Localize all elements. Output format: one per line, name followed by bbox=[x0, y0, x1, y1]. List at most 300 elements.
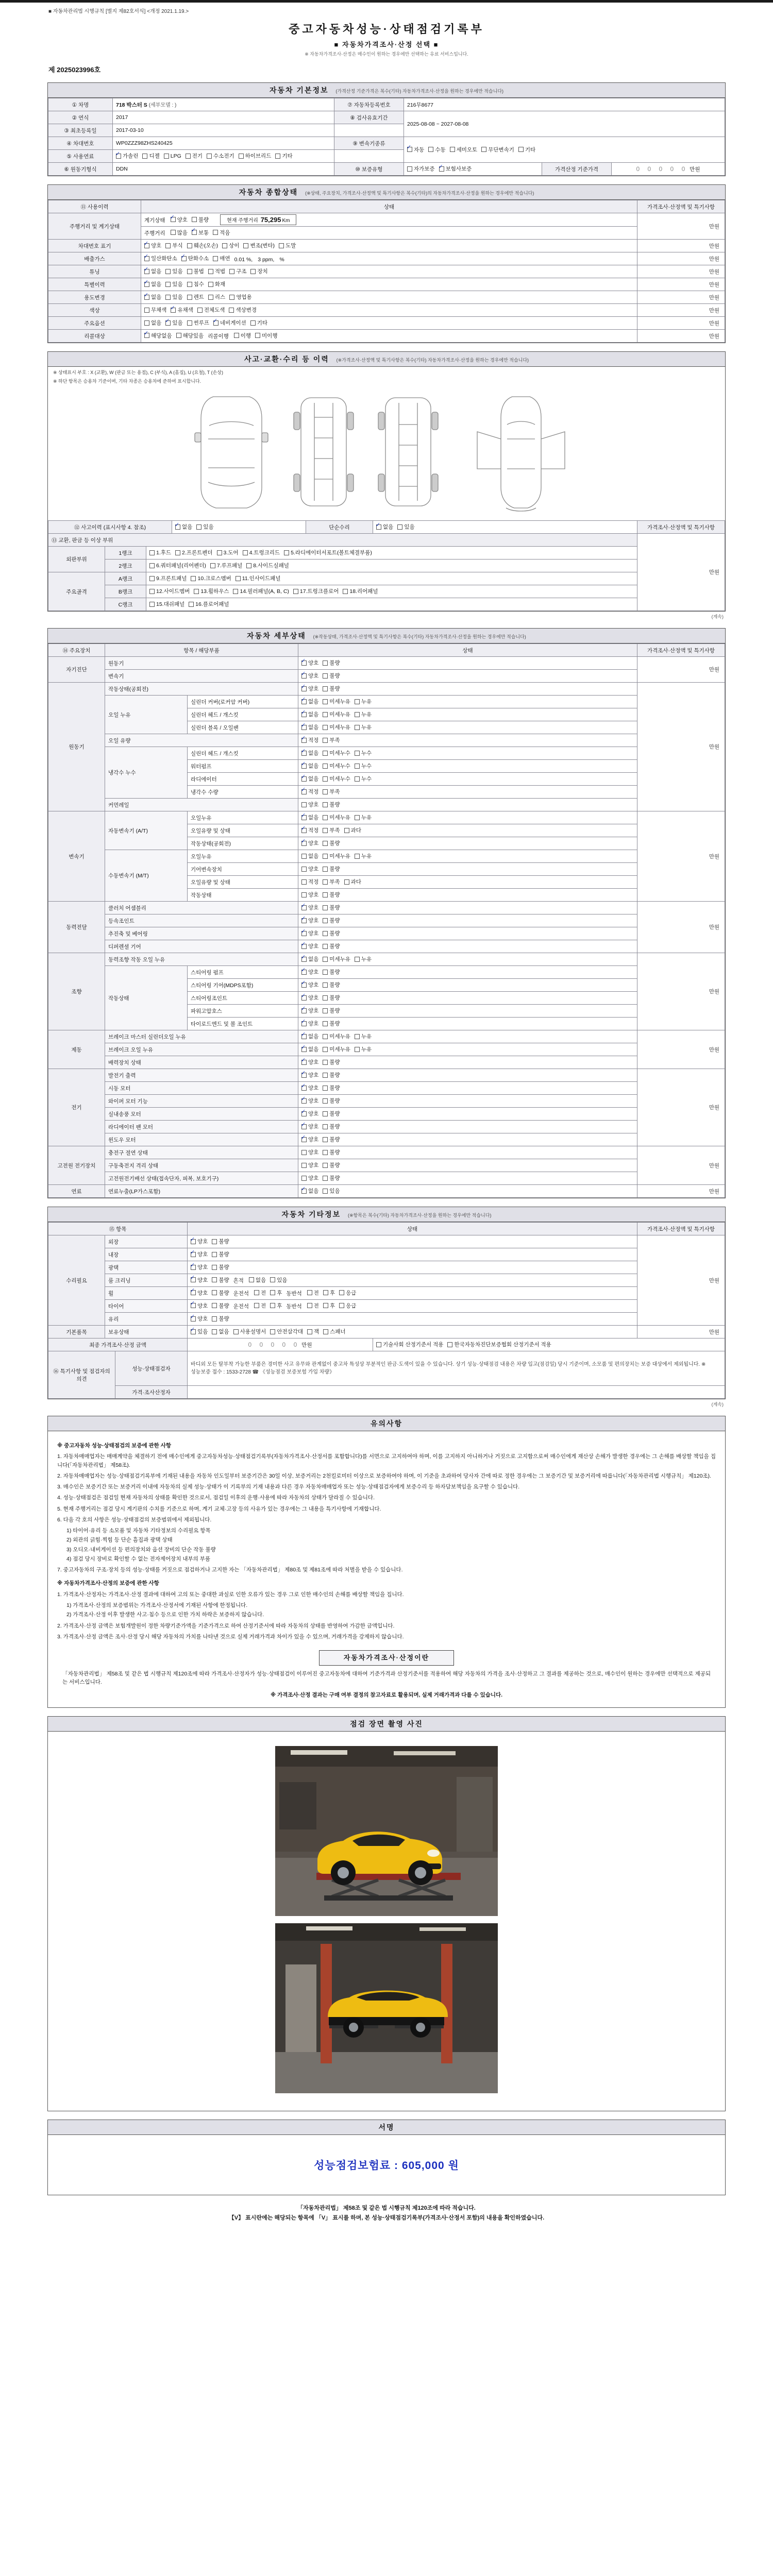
checkbox-option[interactable] bbox=[250, 319, 267, 327]
checkbox-option[interactable] bbox=[191, 1315, 208, 1323]
checkbox-option[interactable] bbox=[165, 242, 182, 249]
checkbox-label: 누유 bbox=[361, 853, 372, 860]
checkbox-option[interactable] bbox=[301, 955, 318, 963]
checkbox-option[interactable] bbox=[144, 319, 161, 327]
checkbox-option[interactable] bbox=[323, 1058, 340, 1066]
checkbox-option[interactable] bbox=[323, 852, 350, 860]
checkbox-option[interactable] bbox=[191, 1276, 208, 1284]
checkbox-icon bbox=[376, 1342, 381, 1347]
checkbox-option[interactable] bbox=[187, 293, 204, 301]
checkbox-option[interactable] bbox=[301, 1032, 318, 1040]
checkbox-icon bbox=[187, 295, 192, 300]
notice-paragraph: 1) 타이어·유리 등 소모품 및 자동차 기타정보의 수리필요 항목 bbox=[66, 1528, 211, 1534]
checkbox-option[interactable] bbox=[164, 153, 181, 159]
checkbox-option[interactable] bbox=[144, 293, 161, 301]
checkbox-option[interactable] bbox=[301, 904, 318, 911]
checkbox-option[interactable] bbox=[270, 1328, 303, 1335]
checkbox-option[interactable] bbox=[301, 749, 318, 757]
checkbox-label: 불량 bbox=[329, 943, 340, 950]
checkbox-option[interactable] bbox=[194, 587, 229, 595]
field-value-inspection: 2025-08-08 ~ 2027-08-08 bbox=[404, 111, 725, 137]
checkbox-option[interactable] bbox=[192, 229, 209, 236]
checkbox-icon bbox=[301, 751, 307, 756]
checkbox-label: 없음 bbox=[308, 699, 319, 705]
checkbox-option[interactable] bbox=[213, 229, 230, 236]
checkbox-option[interactable] bbox=[355, 852, 372, 860]
checkbox-option[interactable] bbox=[149, 587, 190, 595]
checkbox-option[interactable] bbox=[186, 152, 203, 160]
section-overall-title: 자동차 종합상태 bbox=[239, 188, 298, 196]
checkbox-label: 전 bbox=[261, 1290, 266, 1296]
checkbox-option[interactable] bbox=[301, 891, 318, 899]
checkbox-option[interactable] bbox=[323, 929, 340, 937]
field-label-car-name: ① 차명 bbox=[48, 98, 113, 111]
checkbox-option[interactable] bbox=[165, 280, 182, 288]
checkbox-option[interactable] bbox=[165, 293, 182, 301]
checkbox-option[interactable] bbox=[323, 955, 350, 963]
checkbox-option[interactable] bbox=[428, 146, 445, 154]
checkbox-option[interactable] bbox=[246, 562, 289, 569]
checkbox-option[interactable] bbox=[481, 146, 514, 154]
checkbox-label: 13.휠하우스 bbox=[200, 588, 229, 595]
checkbox-option[interactable] bbox=[301, 839, 318, 847]
checkbox-option[interactable] bbox=[323, 698, 350, 705]
checkbox-option[interactable] bbox=[323, 1148, 340, 1156]
checkbox-option[interactable] bbox=[189, 600, 229, 608]
checkbox-icon bbox=[301, 660, 307, 666]
checkbox-option[interactable] bbox=[323, 942, 340, 950]
checkbox-option[interactable] bbox=[270, 1276, 287, 1284]
checkbox-option[interactable] bbox=[279, 242, 296, 249]
checkbox-icon bbox=[323, 1021, 328, 1026]
checkbox-label: 전 bbox=[261, 1302, 266, 1309]
checkbox-option[interactable] bbox=[212, 1276, 229, 1284]
checkbox-option[interactable] bbox=[323, 723, 350, 731]
checkbox-option[interactable] bbox=[187, 319, 209, 327]
checkbox-option[interactable] bbox=[355, 762, 372, 770]
checkbox-option[interactable] bbox=[376, 1341, 443, 1348]
item-label: 등속조인트 bbox=[105, 914, 298, 927]
checkbox-option[interactable] bbox=[301, 1110, 318, 1117]
checkbox-option[interactable] bbox=[229, 267, 246, 275]
checkbox-option[interactable] bbox=[344, 878, 361, 886]
checkbox-option[interactable] bbox=[301, 1161, 318, 1169]
checkbox-option[interactable] bbox=[275, 152, 292, 160]
checkbox-label: 있음 bbox=[203, 524, 214, 531]
remarks-appraiser-label: 가격·조사산정자 bbox=[115, 1386, 188, 1399]
checkbox-option[interactable] bbox=[301, 801, 318, 808]
option-group bbox=[301, 803, 344, 809]
checkbox-option[interactable] bbox=[293, 587, 339, 595]
checkbox-option[interactable] bbox=[323, 1123, 340, 1130]
checkbox-option[interactable] bbox=[191, 1238, 208, 1245]
checkbox-option[interactable] bbox=[301, 710, 318, 718]
checkbox-option[interactable] bbox=[301, 672, 318, 680]
notice-paragraph: 2. 가격조사·산정 금액은 보험개발원이 정한 차량기준가액을 기준가격으로 하여 산정기준서에 따라 자동차의 상태를 반영하여 가감한 금액입니다. bbox=[57, 1622, 395, 1629]
checkbox-icon bbox=[355, 1034, 360, 1039]
checkbox-option[interactable] bbox=[301, 659, 318, 667]
checkbox-option[interactable] bbox=[323, 826, 340, 834]
checkbox-option[interactable] bbox=[208, 267, 225, 275]
checkbox-option[interactable] bbox=[301, 685, 318, 692]
checkbox-option[interactable] bbox=[301, 775, 318, 783]
checkbox-option[interactable] bbox=[229, 306, 257, 314]
checkbox-option[interactable] bbox=[323, 685, 340, 692]
checkbox-icon bbox=[212, 1290, 217, 1295]
checkbox-option[interactable] bbox=[239, 152, 272, 160]
checkbox-option[interactable] bbox=[323, 736, 340, 744]
checkbox-option[interactable] bbox=[323, 1110, 340, 1117]
checkbox-icon bbox=[323, 738, 328, 743]
checkbox-icon bbox=[323, 1189, 328, 1194]
checkbox-option[interactable] bbox=[323, 1187, 340, 1195]
checkbox-option[interactable] bbox=[355, 814, 372, 821]
checkbox-option[interactable] bbox=[212, 1315, 229, 1323]
checkbox-option[interactable] bbox=[191, 574, 231, 582]
checkbox-option[interactable] bbox=[212, 1328, 229, 1335]
checkbox-option[interactable] bbox=[144, 242, 161, 249]
state-cell bbox=[298, 1082, 637, 1095]
checkbox-option[interactable] bbox=[323, 659, 340, 667]
checkbox-icon bbox=[233, 589, 238, 594]
field-label-reg-no: ⑦ 자동차등록번호 bbox=[334, 98, 404, 111]
checkbox-option[interactable] bbox=[212, 1250, 229, 1258]
option-group bbox=[144, 333, 208, 340]
checkbox-option[interactable] bbox=[144, 280, 161, 288]
checkbox-option[interactable] bbox=[323, 710, 350, 718]
checkbox-option[interactable] bbox=[213, 319, 246, 327]
etc-group-label: 수리필요 bbox=[48, 1235, 105, 1326]
checkbox-option[interactable] bbox=[197, 306, 225, 314]
checkbox-option[interactable] bbox=[323, 1174, 340, 1182]
field-value-year: 2017 bbox=[113, 111, 334, 124]
checkbox-option[interactable] bbox=[447, 1341, 551, 1348]
checkbox-option[interactable] bbox=[301, 814, 318, 821]
state-cell bbox=[298, 966, 637, 979]
checkbox-option[interactable] bbox=[191, 1263, 208, 1271]
checkbox-label: 한국자동차진단보증협회 산정기준서 적용 bbox=[454, 1342, 551, 1348]
checkbox-option[interactable] bbox=[301, 1058, 318, 1066]
checkbox-option[interactable] bbox=[301, 968, 318, 976]
checkbox-option[interactable] bbox=[301, 865, 318, 873]
checkbox-icon bbox=[344, 828, 349, 833]
notice-paragraph: 1. 자동차매매업자는 매매계약을 체결하기 전에 매수인에게 중고자동차성능·상태점검기록부(자동차가격조사·산정서를 포함합니다)를 서면으로 고지하여야 하며, 이를 고지하지 아니하거나 거짓으로 고지함으로써 매수인에게 재산상 손해가 발생한 경우에는 그 손해를 배상할 책임을 집니다(「자동차관리법」 제58조). bbox=[57, 1453, 716, 1468]
checkbox-label: 양호 bbox=[308, 1021, 319, 1027]
checkbox-option[interactable] bbox=[249, 1276, 266, 1284]
checkbox-option[interactable] bbox=[355, 955, 372, 963]
checkbox-option[interactable] bbox=[284, 549, 372, 556]
checkbox-icon bbox=[142, 154, 147, 159]
checkbox-option[interactable] bbox=[323, 1097, 340, 1105]
checkbox-option[interactable] bbox=[191, 1289, 208, 1297]
checkbox-option[interactable] bbox=[301, 826, 318, 834]
checkbox-label: 네비게이션 bbox=[220, 320, 246, 327]
checkbox-option[interactable] bbox=[192, 216, 209, 224]
checkbox-option[interactable] bbox=[149, 574, 187, 582]
checkbox-option[interactable] bbox=[323, 968, 340, 976]
checkbox-option[interactable] bbox=[344, 826, 361, 834]
checkbox-option[interactable] bbox=[355, 749, 372, 757]
checkbox-option[interactable] bbox=[450, 146, 478, 154]
checkbox-option[interactable] bbox=[407, 146, 424, 154]
checkbox-icon bbox=[323, 1163, 328, 1168]
checkbox-option[interactable] bbox=[355, 723, 372, 731]
checkbox-option[interactable] bbox=[323, 891, 340, 899]
checkbox-option[interactable] bbox=[301, 1148, 318, 1156]
checkbox-option[interactable] bbox=[175, 549, 212, 556]
checkbox-label: 있음 bbox=[172, 294, 183, 301]
checkbox-label: 부족 bbox=[329, 827, 340, 834]
checkbox-option[interactable] bbox=[171, 216, 188, 224]
option-group bbox=[301, 816, 376, 822]
checkbox-option[interactable] bbox=[144, 306, 166, 314]
checkbox-option[interactable] bbox=[301, 698, 318, 705]
checkbox-option[interactable] bbox=[376, 523, 393, 531]
checkbox-option[interactable] bbox=[301, 1136, 318, 1143]
checkbox-icon bbox=[301, 1137, 307, 1142]
checkbox-option[interactable] bbox=[323, 1302, 335, 1310]
checkbox-option[interactable] bbox=[301, 1174, 318, 1182]
option-group bbox=[191, 1265, 233, 1272]
checkbox-option[interactable] bbox=[165, 267, 182, 275]
item-label: 작동상태 bbox=[105, 966, 188, 1030]
checkbox-option[interactable] bbox=[217, 549, 239, 556]
checkbox-option[interactable] bbox=[212, 1263, 229, 1271]
checkbox-label: 10.크로스멤버 bbox=[197, 575, 231, 582]
checkbox-option[interactable] bbox=[229, 293, 251, 301]
checkbox-option[interactable] bbox=[323, 749, 350, 757]
checkbox-option[interactable] bbox=[301, 1071, 318, 1079]
notice-paragraph: 4. 성능·상태점검은 점검일 현재 자동차의 상태를 확인한 것으로서, 점검일 이후의 운행·사용에 따라 자동차의 상태가 달라질 수 있습니다. bbox=[57, 1495, 375, 1501]
checkbox-option[interactable] bbox=[243, 242, 275, 249]
checkbox-option[interactable] bbox=[439, 165, 472, 173]
checkbox-option[interactable] bbox=[323, 1045, 350, 1053]
option-group bbox=[307, 1303, 339, 1310]
checkbox-option[interactable] bbox=[323, 788, 340, 795]
checkbox-option[interactable] bbox=[323, 994, 340, 1002]
checkbox-icon bbox=[301, 970, 307, 975]
part-label: 작동상태 bbox=[188, 889, 298, 902]
checkbox-option[interactable] bbox=[323, 1136, 340, 1143]
state-cell bbox=[298, 811, 637, 824]
signature-body bbox=[48, 2135, 725, 2195]
checkbox-option[interactable] bbox=[175, 523, 192, 531]
checkbox-option[interactable] bbox=[355, 1045, 372, 1053]
checkbox-option[interactable] bbox=[270, 1302, 282, 1310]
checkbox-option[interactable] bbox=[254, 1289, 266, 1297]
option-group bbox=[191, 1278, 233, 1284]
checkbox-option[interactable] bbox=[171, 229, 188, 236]
checkbox-option[interactable] bbox=[323, 1084, 340, 1092]
checkbox-option[interactable] bbox=[191, 1302, 208, 1310]
item-label: 브레이크 마스터 실린더오일 누유 bbox=[105, 1030, 298, 1043]
checkbox-icon bbox=[175, 524, 180, 530]
checkbox-option[interactable] bbox=[176, 332, 204, 340]
checkbox-icon bbox=[229, 295, 234, 300]
checkbox-option[interactable] bbox=[355, 1032, 372, 1040]
checkbox-label: 수소전기 bbox=[213, 153, 234, 160]
checkbox-option[interactable] bbox=[144, 255, 177, 262]
state-cell bbox=[298, 1185, 637, 1198]
checkbox-option[interactable] bbox=[407, 165, 435, 173]
checkbox-option[interactable] bbox=[191, 1328, 208, 1335]
checkbox-option[interactable] bbox=[213, 255, 230, 262]
checkbox-option[interactable] bbox=[301, 1045, 318, 1053]
checkbox-option[interactable] bbox=[518, 146, 535, 154]
checkbox-option[interactable] bbox=[323, 672, 340, 680]
checkbox-option[interactable] bbox=[301, 1097, 318, 1105]
checkbox-option[interactable] bbox=[301, 942, 318, 950]
checkbox-option[interactable] bbox=[210, 562, 242, 569]
checkbox-option[interactable] bbox=[301, 1084, 318, 1092]
checkbox-option[interactable] bbox=[355, 775, 372, 783]
checkbox-option[interactable] bbox=[323, 1071, 340, 1079]
checkbox-option[interactable] bbox=[187, 242, 219, 249]
checkbox-option[interactable] bbox=[307, 1289, 319, 1297]
option-group bbox=[144, 282, 187, 289]
checkbox-option[interactable] bbox=[301, 917, 318, 924]
checkbox-option[interactable] bbox=[343, 587, 378, 595]
checkbox-option[interactable] bbox=[301, 723, 318, 731]
checkbox-option[interactable] bbox=[149, 562, 206, 569]
checkbox-option[interactable] bbox=[323, 814, 350, 821]
checkbox-option[interactable] bbox=[323, 865, 340, 873]
checkbox-option[interactable] bbox=[323, 981, 340, 989]
checkbox-option[interactable] bbox=[323, 775, 350, 783]
checkbox-icon bbox=[323, 712, 328, 717]
checkbox-icon bbox=[407, 166, 412, 172]
usage-row-state bbox=[141, 317, 637, 330]
checkbox-option[interactable] bbox=[307, 1302, 319, 1310]
option-group bbox=[149, 551, 376, 557]
checkbox-option[interactable] bbox=[323, 878, 340, 886]
checkbox-option[interactable] bbox=[243, 549, 280, 556]
checkbox-label: 하이브리드 bbox=[245, 153, 272, 160]
state-cell bbox=[298, 734, 637, 747]
checkbox-option[interactable] bbox=[255, 332, 277, 340]
checkbox-option[interactable] bbox=[323, 762, 350, 770]
checkbox-option[interactable] bbox=[250, 267, 267, 275]
price-cell: 만원 bbox=[637, 811, 725, 902]
checkbox-label: 유채색 bbox=[177, 307, 193, 314]
checkbox-option[interactable] bbox=[301, 762, 318, 770]
checkbox-option[interactable] bbox=[323, 1289, 335, 1297]
checkbox-icon bbox=[323, 1034, 328, 1039]
checkbox-option[interactable] bbox=[208, 293, 225, 301]
checkbox-option[interactable] bbox=[212, 1238, 229, 1245]
checkbox-option[interactable] bbox=[307, 1328, 319, 1335]
checkbox-option[interactable] bbox=[339, 1302, 356, 1310]
checkbox-label: 양호 bbox=[308, 995, 319, 1002]
checkbox-option[interactable] bbox=[208, 280, 225, 288]
insurance-fee-label: 성능점검보험료 : bbox=[314, 2159, 398, 2172]
checkbox-icon bbox=[301, 905, 307, 910]
checkbox-option[interactable] bbox=[301, 994, 318, 1002]
checkbox-option[interactable] bbox=[142, 152, 159, 160]
checkbox-option[interactable] bbox=[301, 736, 318, 744]
checkbox-option[interactable] bbox=[301, 788, 318, 795]
notice-paragraph: 2) 가격조사·산정 이후 발생한 사고·침수 등으로 인한 가치 하락은 보증하지 않습니다. bbox=[66, 1612, 264, 1618]
checkbox-option[interactable] bbox=[149, 600, 184, 608]
checkbox-option[interactable] bbox=[149, 549, 171, 556]
checkbox-option[interactable] bbox=[187, 280, 204, 288]
price-appraisal-definition-emphasis: ※ 가격조사·산정 결과는 구매 여부 결정의 참고자료로 활용되며, 실제 거래가격과 다를 수 있습니다. bbox=[270, 1691, 503, 1698]
section-photos-head bbox=[48, 1717, 725, 1732]
checkbox-option[interactable] bbox=[355, 698, 372, 705]
checkbox-option[interactable] bbox=[301, 1007, 318, 1014]
checkbox-option[interactable] bbox=[187, 267, 204, 275]
checkbox-label: 양호 bbox=[308, 673, 319, 680]
checkbox-option[interactable] bbox=[301, 929, 318, 937]
checkbox-option[interactable] bbox=[339, 1289, 356, 1297]
checkbox-option[interactable] bbox=[196, 523, 213, 531]
checkbox-option[interactable] bbox=[323, 904, 340, 911]
inline-label: 흔적 bbox=[233, 1278, 244, 1284]
checkbox-option[interactable] bbox=[301, 878, 318, 886]
checkbox-label: 양호 bbox=[308, 1137, 319, 1143]
checkbox-option[interactable] bbox=[323, 1161, 340, 1169]
checkbox-option[interactable] bbox=[323, 1032, 350, 1040]
checkbox-option[interactable] bbox=[144, 267, 161, 275]
checkbox-option[interactable] bbox=[301, 1020, 318, 1027]
option-group bbox=[187, 321, 272, 327]
checkbox-option[interactable] bbox=[270, 1289, 282, 1297]
price-cell: 만원 bbox=[637, 278, 725, 291]
checkbox-icon bbox=[323, 995, 328, 1001]
checkbox-option[interactable] bbox=[181, 255, 209, 262]
checkbox-option[interactable] bbox=[233, 587, 289, 595]
table-row bbox=[48, 953, 725, 966]
checkbox-option[interactable] bbox=[171, 306, 193, 314]
checkbox-option[interactable] bbox=[207, 152, 234, 160]
checkbox-option[interactable] bbox=[233, 1328, 266, 1335]
checkbox-option[interactable] bbox=[323, 1020, 340, 1027]
price-cell: 만원 bbox=[637, 1185, 725, 1198]
detail-header-device: ⑭ 주요장치 bbox=[48, 644, 105, 657]
checkbox-option[interactable] bbox=[355, 710, 372, 718]
checkbox-option[interactable] bbox=[191, 1250, 208, 1258]
checkbox-option[interactable] bbox=[323, 1328, 345, 1335]
checkbox-option[interactable] bbox=[323, 801, 340, 808]
checkbox-option[interactable] bbox=[116, 152, 138, 160]
checkbox-option[interactable] bbox=[323, 839, 340, 847]
checkbox-option[interactable] bbox=[222, 242, 239, 249]
checkbox-option[interactable] bbox=[212, 1289, 229, 1297]
checkbox-option[interactable] bbox=[323, 1007, 340, 1014]
checkbox-option[interactable] bbox=[301, 1187, 318, 1195]
checkbox-icon bbox=[301, 1086, 307, 1091]
checkbox-icon bbox=[249, 1277, 254, 1282]
checkbox-label: 후 bbox=[329, 1290, 335, 1296]
checkbox-option[interactable] bbox=[301, 981, 318, 989]
checkbox-option[interactable] bbox=[397, 523, 414, 531]
checkbox-icon bbox=[323, 751, 328, 756]
checkbox-option[interactable] bbox=[165, 319, 182, 327]
option-group bbox=[301, 764, 376, 770]
checkbox-option[interactable] bbox=[323, 917, 340, 924]
checkbox-label: 적정 bbox=[308, 827, 319, 834]
state-cell bbox=[298, 914, 637, 927]
warranty-options bbox=[407, 167, 476, 173]
checkbox-option[interactable] bbox=[301, 852, 318, 860]
checkbox-option[interactable] bbox=[254, 1302, 266, 1310]
checkbox-option[interactable] bbox=[234, 332, 251, 340]
field-label-year: ② 연식 bbox=[48, 111, 113, 124]
checkbox-option[interactable] bbox=[144, 332, 172, 340]
checkbox-option[interactable] bbox=[212, 1302, 229, 1310]
checkbox-option[interactable] bbox=[236, 574, 281, 582]
checkbox-option[interactable] bbox=[301, 1123, 318, 1130]
